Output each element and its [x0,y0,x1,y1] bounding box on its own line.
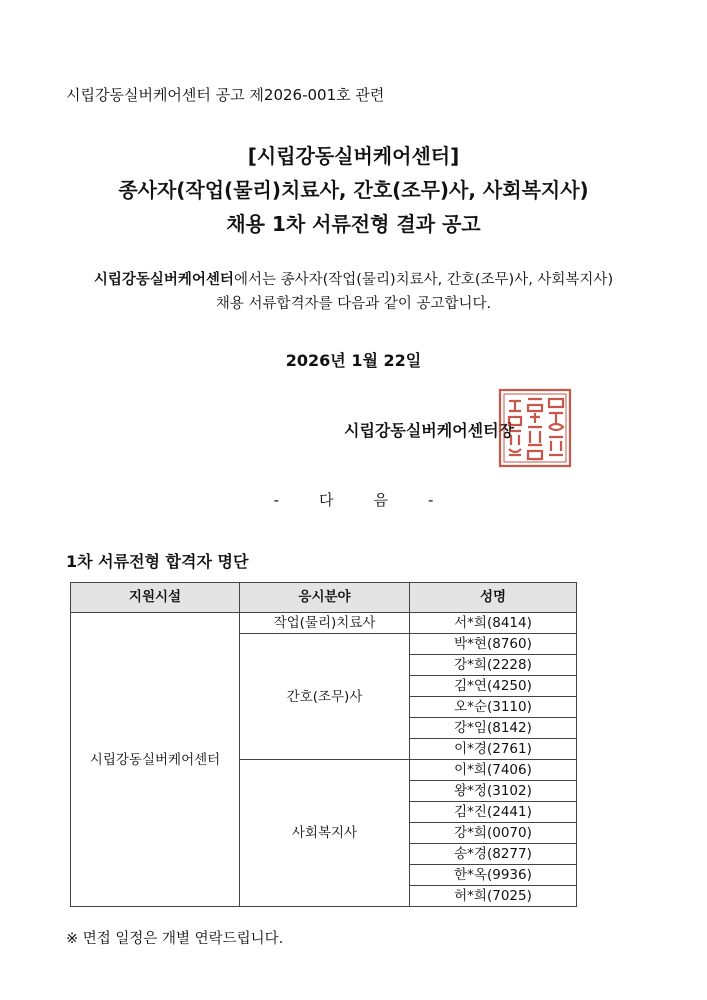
section-marker [0,489,707,510]
intro-line-1 [0,268,707,289]
table-row [71,613,577,634]
title-line-2: 종사자(작업(물리)치료사, 간호(조무)사, 사회복지사) [118,178,589,202]
table-header-row [71,583,577,613]
applicant-name-cell: 한*옥(9936) [410,865,577,886]
section-marker-char-2: 음 [373,491,388,509]
applicant-name-cell: 왕*정(3102) [410,781,577,802]
applicant-name-cell: 허*희(7025) [410,886,577,907]
section-marker-dash-right: - [428,491,434,509]
reference-line: 시립강동실버케어센터 공고 제2026-001호 관련 [66,86,385,104]
applicant-name-cell: 송*경(8277) [410,844,577,865]
applicant-name-cell: 박*현(8760) [410,634,577,655]
title-line-1: [시립강동실버케어센터] [247,144,460,168]
title-line-3: 채용 1차 서류전형 결과 공고 [226,212,481,236]
announcement-date: 2026년 1월 22일 [285,351,422,370]
intro-line-2: 채용 서류합격자를 다음과 같이 공고합니다. [215,296,492,312]
applicant-name-cell: 김*연(4250) [410,676,577,697]
intro-org-name: 시립강동실버케어센터 [93,272,234,288]
field-cell: 간호(조무)사 [240,634,410,760]
field-cell: 사회복지사 [240,760,410,907]
applicant-name-cell: 강*희(0070) [410,823,577,844]
results-table [70,582,577,907]
interview-note: ※ 면접 일정은 개별 연락드립니다. [66,931,284,947]
section-marker-char-1: 다 [319,491,334,509]
official-seal-stamp [497,387,573,469]
applicant-name-cell: 오*순(3110) [410,697,577,718]
header-name: 성명 [410,583,577,613]
header-facility: 지원시설 [71,583,240,613]
applicant-name-cell: 이*경(2761) [410,739,577,760]
issuer-name: 시립강동실버케어센터장 [344,421,515,440]
list-title: 1차 서류전형 합격자 명단 [66,552,249,571]
applicant-name-cell: 김*진(2441) [410,802,577,823]
results-table-body [71,613,577,907]
applicant-name-cell: 강*희(2228) [410,655,577,676]
section-marker-dash-left: - [273,491,279,509]
applicant-name-cell: 강*임(8142) [410,718,577,739]
facility-cell: 시립강동실버케어센터 [71,613,240,907]
field-cell: 작업(물리)치료사 [240,613,410,634]
header-field: 응시분야 [240,583,410,613]
intro-line-1-text: 에서는 종사자(작업(물리)치료사, 간호(조무)사, 사회복지사) [233,272,614,288]
applicant-name-cell: 서*희(8414) [410,613,577,634]
applicant-name-cell: 이*희(7406) [410,760,577,781]
